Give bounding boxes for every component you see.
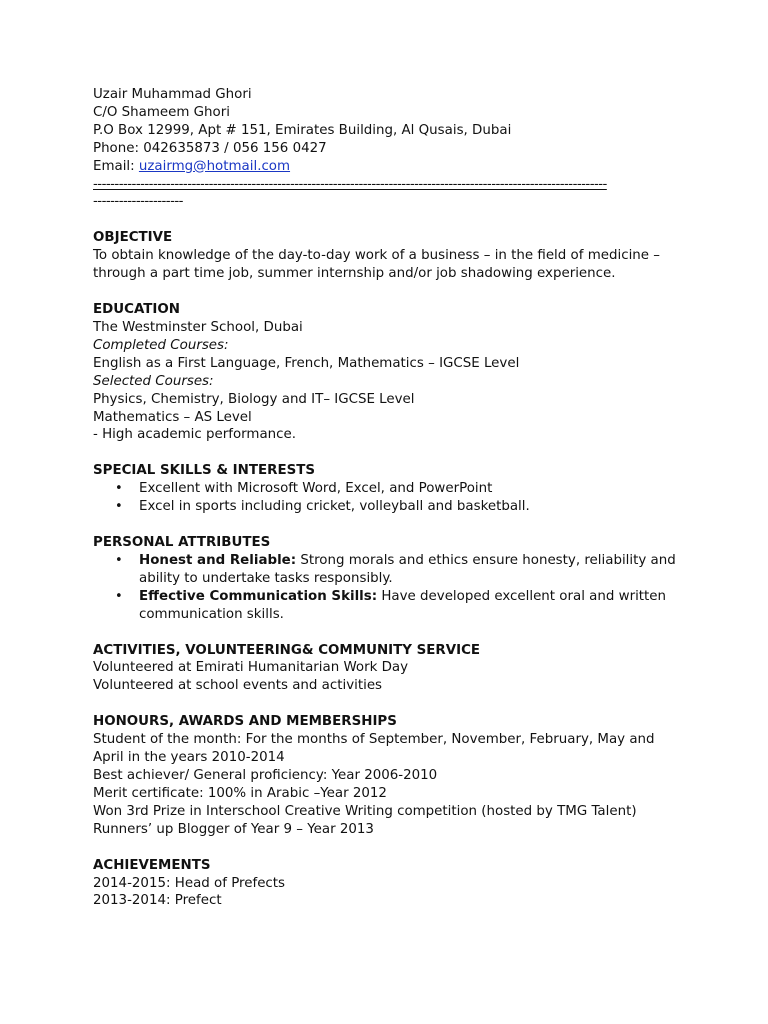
bullet-icon: • [115,588,123,604]
completed-courses: English as a First Language, French, Mathematics – IGCSE Level [93,355,520,371]
address-line: P.O Box 12999, Apt # 151, Emirates Building, Al Qusais, Dubai [93,122,512,138]
activity-item: Volunteered at Emirati Humanitarian Work Day [93,660,409,676]
honour-item: Student of the month: For the months of September, November, February, May and April in the years 2010-2014 [93,732,655,766]
attribute-text: Strong morals and ethics ensure honesty, reliability and ability to undertake tasks responsibly. [139,552,676,586]
activities-heading: ACTIVITIES, VOLUNTEERING& COMMUNITY SERVICE [93,642,481,658]
activities-section [93,642,678,696]
email-line [93,158,678,176]
attribute-title: Effective Communication Skills: [139,588,378,604]
separator-line-1: ------------------------------------------------------------------------------------------------------------------------ [93,176,607,192]
education-heading: EDUCATION [93,302,180,318]
attributes-list [93,552,678,624]
contact-block [93,86,678,176]
activity-item: Volunteered at school events and activities [93,678,383,694]
honours-section [93,713,678,838]
list-item [93,480,678,498]
academic-performance: - High academic performance. [93,427,297,443]
skills-list [93,480,678,516]
honour-item: Runners’ up Blogger of Year 9 – Year 2013 [93,821,374,837]
honour-item: Best achiever/ General proficiency: Year 2006-2010 [93,768,438,783]
skills-section [93,462,678,516]
achievement-item: 2014-2015: Head of Prefects [93,875,286,891]
education-section [93,301,678,444]
separator-line-2: --------------------- [93,194,183,210]
phone-line: Phone: 042635873 / 056 156 0427 [93,140,327,156]
list-item [93,498,678,516]
attribute-text: Have developed excellent oral and written communication skills. [139,588,667,622]
list-item [93,588,678,624]
objective-text: To obtain knowledge of the day-to-day work of a business – in the field of medicine – through a part time job, summer internship and/or job shadowing experience. [93,248,660,282]
selected-courses-as: Mathematics – AS Level [93,409,252,425]
school-name: The Westminster School, Dubai [93,319,303,335]
objective-section [93,229,678,283]
skills-heading: SPECIAL SKILLS & INTERESTS [93,463,316,479]
achievements-heading: ACHIEVEMENTS [93,857,211,873]
honour-item: Won 3rd Prize in Interschool Creative Writing competition (hosted by TMG Talent) [93,803,637,819]
separator-line [93,176,678,212]
bullet-icon: • [115,552,123,568]
email-link[interactable]: uzairmg@hotmail.com [138,158,291,174]
resume-document [93,86,678,910]
selected-courses-igcse: Physics, Chemistry, Biology and IT– IGCSE Level [93,391,415,407]
skill-text: Excel in sports including cricket, volleyball and basketball. [139,499,530,515]
applicant-name: Uzair Muhammad Ghori [93,87,252,102]
honours-heading: HONOURS, AWARDS AND MEMBERSHIPS [93,714,397,730]
achievements-section [93,857,678,911]
bullet-icon: • [115,499,123,515]
attributes-heading: PERSONAL ATTRIBUTES [93,535,271,551]
achievement-item: 2013-2014: Prefect [93,893,222,909]
care-of-line: C/O Shameem Ghori [93,104,230,120]
email-label: Email: [93,158,139,174]
list-item [93,552,678,588]
selected-courses-label: Selected Courses: [93,373,214,389]
completed-courses-label: Completed Courses: [93,337,229,353]
honour-item: Merit certificate: 100% in Arabic –Year 2012 [93,785,387,801]
attribute-title: Honest and Reliable: [139,552,297,568]
attributes-section [93,534,678,624]
bullet-icon: • [115,481,123,497]
skill-text: Excellent with Microsoft Word, Excel, and PowerPoint [139,481,493,497]
objective-heading: OBJECTIVE [93,230,173,246]
